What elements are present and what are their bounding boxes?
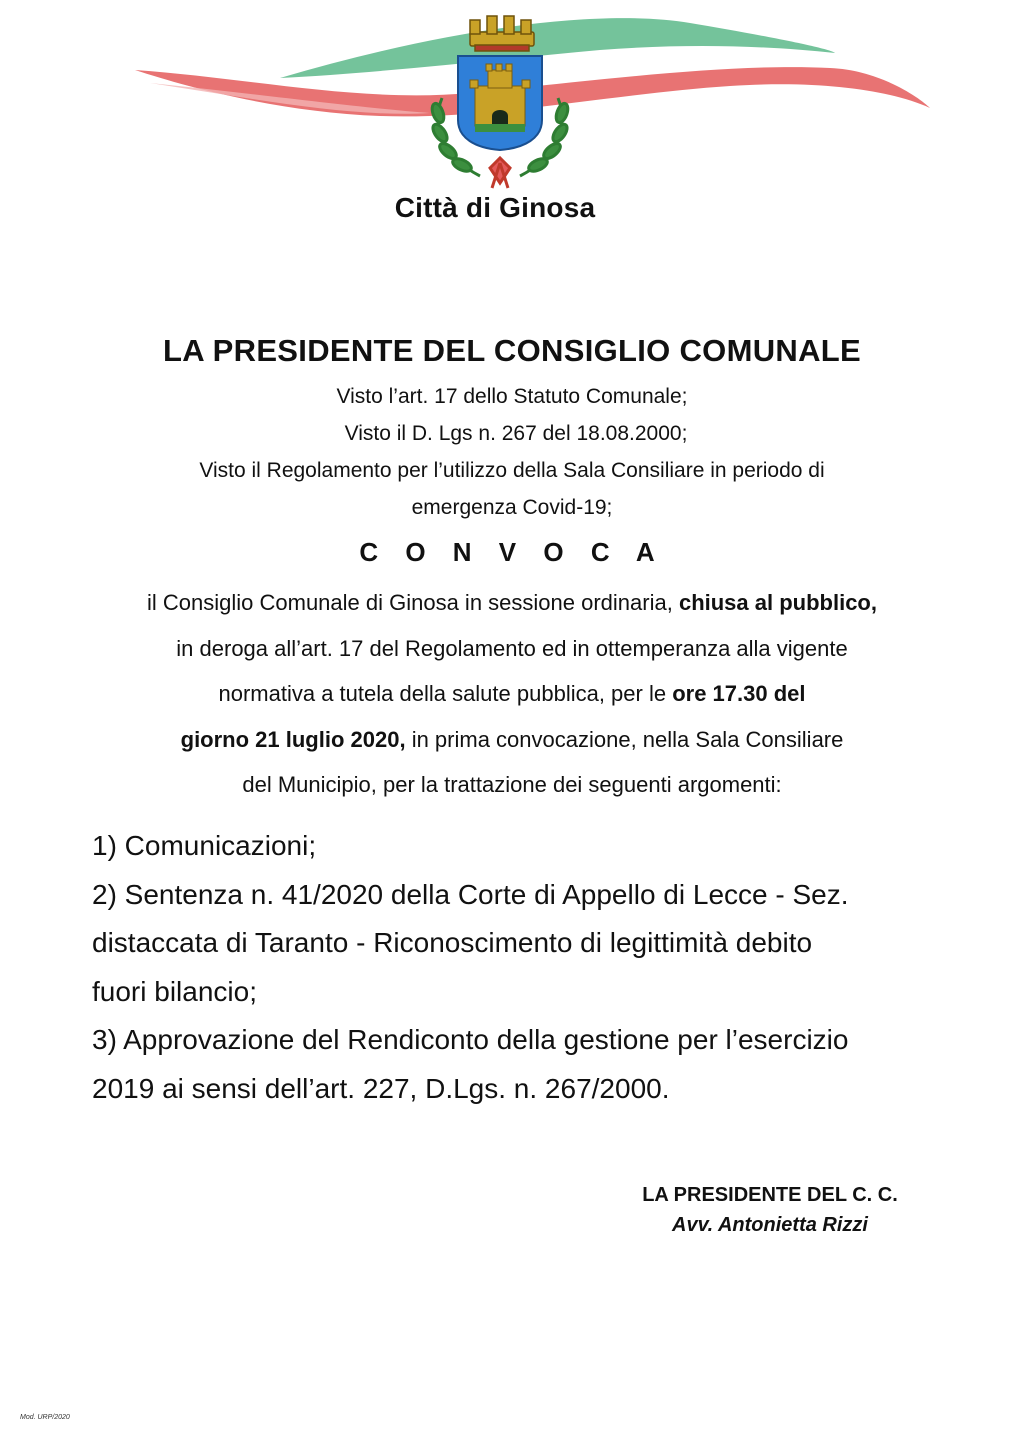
- visti-section: [0, 378, 1024, 526]
- paragraph-line: [40, 580, 984, 626]
- text-run: in prima convocazione, nella Sala Consiliare: [405, 726, 844, 752]
- paragraph-line: del Municipio, per la trattazione dei seguenti argomenti:: [242, 772, 782, 797]
- document-title: LA PRESIDENTE DEL CONSIGLIO COMUNALE: [162, 333, 861, 368]
- convoca-heading: C O N V O C A: [359, 537, 665, 567]
- bold-run: ,: [870, 590, 877, 615]
- convocation-paragraph: [40, 580, 984, 808]
- signature-block: [560, 1180, 980, 1240]
- castle-ground: [475, 124, 525, 132]
- mural-crown: [470, 16, 534, 51]
- bold-run: chiusa al pubblico: [678, 590, 871, 615]
- city-name: Città di Ginosa: [394, 192, 596, 223]
- agenda-line: fuori bilancio;: [92, 975, 257, 1007]
- agenda-line: 2019 ai sensi dell’art. 227, D.Lgs. n. 267/2000.: [92, 1072, 670, 1104]
- paragraph-line: [40, 717, 984, 763]
- letterhead: [0, 0, 1024, 240]
- bow: [490, 158, 510, 188]
- agenda-line: 3) Approvazione del Rendiconto della gestione per l’esercizio: [92, 1024, 849, 1055]
- bold-run: ore 17.30 del: [672, 681, 806, 706]
- visto-line: Visto il D. Lgs n. 267 del 18.08.2000;: [344, 422, 688, 445]
- visto-line: Visto l’art. 17 dello Statuto Comunale;: [336, 385, 688, 408]
- agenda-list: [92, 822, 952, 1113]
- text-run: il Consiglio Comunale di Ginosa in sessione ordinaria,: [147, 590, 679, 615]
- agenda-line: 2) Sentenza n. 41/2020 della Corte di Appello di Lecce - Sez.: [92, 878, 849, 910]
- agenda-line: 1) Comunicazioni;: [92, 830, 317, 861]
- paragraph-line: [40, 671, 984, 717]
- signature-name: Avv. Antonietta Rizzi: [672, 1214, 868, 1236]
- visto-line: emergenza Covid-19;: [411, 496, 613, 519]
- paragraph-line: in deroga all’art. 17 del Regolamento ed in ottemperanza alla vigente: [176, 635, 848, 661]
- agenda-line: distaccata di Taranto - Riconoscimento di legittimità debito: [92, 927, 813, 958]
- visto-line: Visto il Regolamento per l’utilizzo della Sala Consiliare in periodo di: [199, 459, 825, 482]
- text-run: normativa a tutela della salute pubblica, per le: [218, 681, 673, 706]
- city-crest-logo: [130, 8, 940, 198]
- signature-role: LA PRESIDENTE DEL C. C.: [642, 1184, 898, 1206]
- bold-run: giorno 21 luglio 2020,: [180, 726, 406, 752]
- castle-gate: [492, 110, 508, 126]
- form-code: Mod. URP/2020: [20, 1414, 70, 1421]
